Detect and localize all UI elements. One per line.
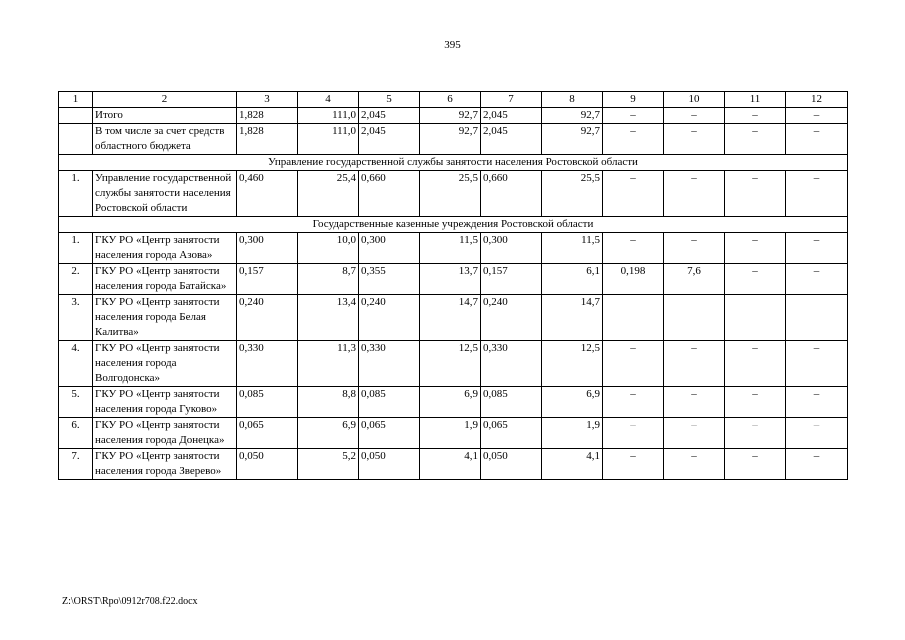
row-name: В том числе за счет средств областного бюджета xyxy=(93,124,237,155)
table-row xyxy=(59,108,848,124)
table-cell: 0,330 xyxy=(481,341,542,387)
column-header: 2 xyxy=(93,92,237,108)
row-number: 2. xyxy=(59,264,93,295)
table-cell: – xyxy=(725,418,786,449)
column-header: 4 xyxy=(298,92,359,108)
table-cell: 0,300 xyxy=(359,233,420,264)
table-cell: 8,8 xyxy=(298,387,359,418)
table-cell: 0,240 xyxy=(481,295,542,341)
table-cell: 0,085 xyxy=(237,387,298,418)
row-number xyxy=(59,108,93,124)
row-number: 1. xyxy=(59,233,93,264)
table-cell: 6,9 xyxy=(420,387,481,418)
table-cell: 2,045 xyxy=(481,124,542,155)
table-row xyxy=(59,233,848,264)
table-cell: – xyxy=(603,171,664,217)
table-cell: 25,5 xyxy=(420,171,481,217)
table-cell: 12,5 xyxy=(420,341,481,387)
table-cell: – xyxy=(786,171,848,217)
table-cell: 10,0 xyxy=(298,233,359,264)
table-row xyxy=(59,295,848,341)
table-cell: – xyxy=(664,418,725,449)
table-cell: 0,050 xyxy=(481,449,542,480)
table-cell: 11,5 xyxy=(420,233,481,264)
table-cell: – xyxy=(786,264,848,295)
table-cell: – xyxy=(603,124,664,155)
table-cell: 0,330 xyxy=(237,341,298,387)
table-cell: – xyxy=(603,108,664,124)
table-cell: 92,7 xyxy=(542,124,603,155)
table-row xyxy=(59,341,848,387)
table-cell: 4,1 xyxy=(420,449,481,480)
section-title: Государственные казенные учреждения Ростовской области xyxy=(59,217,848,233)
table-cell: 111,0 xyxy=(298,108,359,124)
table-cell: 0,065 xyxy=(359,418,420,449)
table-cell: 1,9 xyxy=(420,418,481,449)
table-cell: 1,828 xyxy=(237,124,298,155)
page-number: 395 xyxy=(444,39,461,51)
column-header: 11 xyxy=(725,92,786,108)
column-header: 1 xyxy=(59,92,93,108)
table-cell: – xyxy=(603,387,664,418)
table-row xyxy=(59,387,848,418)
table-cell: – xyxy=(725,264,786,295)
row-number xyxy=(59,124,93,155)
table-cell: 25,4 xyxy=(298,171,359,217)
table-cell: 0,157 xyxy=(237,264,298,295)
row-number: 4. xyxy=(59,341,93,387)
header-row xyxy=(59,92,848,108)
table-cell: – xyxy=(664,108,725,124)
table-cell: 4,1 xyxy=(542,449,603,480)
row-number: 7. xyxy=(59,449,93,480)
table-cell: 0,050 xyxy=(359,449,420,480)
row-name: ГКУ РО «Центр занятости населения города Гуково» xyxy=(93,387,237,418)
column-header: 5 xyxy=(359,92,420,108)
table-cell: 1,828 xyxy=(237,108,298,124)
table-cell: 14,7 xyxy=(420,295,481,341)
table-cell: – xyxy=(725,108,786,124)
row-number: 6. xyxy=(59,418,93,449)
table-cell: 0,065 xyxy=(481,418,542,449)
row-name: ГКУ РО «Центр занятости населения города Донецка» xyxy=(93,418,237,449)
section-title: Управление государственной службы занятости населения Ростовской области xyxy=(59,155,848,171)
table-row xyxy=(59,171,848,217)
table-cell: 5,2 xyxy=(298,449,359,480)
table-cell: – xyxy=(664,387,725,418)
table-cell xyxy=(786,295,848,341)
row-name: ГКУ РО «Центр занятости населения города Батайска» xyxy=(93,264,237,295)
table-cell: 6,1 xyxy=(542,264,603,295)
table-cell: 11,5 xyxy=(542,233,603,264)
table-cell: 0,157 xyxy=(481,264,542,295)
table-row xyxy=(59,418,848,449)
table-cell: – xyxy=(603,233,664,264)
table-cell: – xyxy=(725,449,786,480)
table-cell: 7,6 xyxy=(664,264,725,295)
table-cell: 0,050 xyxy=(237,449,298,480)
table-cell: 6,9 xyxy=(298,418,359,449)
row-name: ГКУ РО «Центр занятости населения города Азова» xyxy=(93,233,237,264)
table-cell: 2,045 xyxy=(359,108,420,124)
table-cell: – xyxy=(786,387,848,418)
table-cell: 0,085 xyxy=(359,387,420,418)
table-cell: – xyxy=(786,108,848,124)
row-name: ГКУ РО «Центр занятости населения города Волгодонска» xyxy=(93,341,237,387)
table-cell: 0,355 xyxy=(359,264,420,295)
table-cell: 0,660 xyxy=(359,171,420,217)
table-cell: – xyxy=(725,171,786,217)
table-cell xyxy=(725,295,786,341)
table-cell: 2,045 xyxy=(481,108,542,124)
table-cell: – xyxy=(725,387,786,418)
table-cell: 0,660 xyxy=(481,171,542,217)
table-cell: 92,7 xyxy=(420,108,481,124)
table-cell: – xyxy=(664,171,725,217)
data-table xyxy=(58,91,848,480)
table-cell: 0,330 xyxy=(359,341,420,387)
table-cell: 0,065 xyxy=(237,418,298,449)
column-header: 6 xyxy=(420,92,481,108)
table-row xyxy=(59,264,848,295)
row-name: ГКУ РО «Центр занятости населения города Белая Калитва» xyxy=(93,295,237,341)
table-cell: – xyxy=(664,341,725,387)
column-header: 8 xyxy=(542,92,603,108)
table-cell xyxy=(664,295,725,341)
table-cell: – xyxy=(786,418,848,449)
table-cell: – xyxy=(664,233,725,264)
table-cell: 11,3 xyxy=(298,341,359,387)
table-cell: – xyxy=(725,341,786,387)
table-cell: – xyxy=(725,124,786,155)
table-cell: 14,7 xyxy=(542,295,603,341)
table-cell: 0,198 xyxy=(603,264,664,295)
column-header: 9 xyxy=(603,92,664,108)
table-cell: 13,4 xyxy=(298,295,359,341)
table-cell: 0,460 xyxy=(237,171,298,217)
column-header: 3 xyxy=(237,92,298,108)
column-header: 12 xyxy=(786,92,848,108)
table-cell: – xyxy=(786,449,848,480)
table-cell xyxy=(603,295,664,341)
table-cell: – xyxy=(786,124,848,155)
table-cell: – xyxy=(725,233,786,264)
row-name: ГКУ РО «Центр занятости населения города Зверево» xyxy=(93,449,237,480)
section-row xyxy=(59,217,848,233)
row-number: 3. xyxy=(59,295,93,341)
table-cell: 0,300 xyxy=(481,233,542,264)
table-cell: 111,0 xyxy=(298,124,359,155)
table-cell: 0,240 xyxy=(237,295,298,341)
table-cell: 0,300 xyxy=(237,233,298,264)
table-cell: 92,7 xyxy=(420,124,481,155)
table-cell: 92,7 xyxy=(542,108,603,124)
table-row xyxy=(59,449,848,480)
section-row xyxy=(59,155,848,171)
row-name: Управление государственной службы занятости населения Ростовской области xyxy=(93,171,237,217)
table-cell: – xyxy=(603,341,664,387)
table-cell: – xyxy=(603,449,664,480)
table-cell: 25,5 xyxy=(542,171,603,217)
table-cell: 6,9 xyxy=(542,387,603,418)
table-cell: 0,240 xyxy=(359,295,420,341)
table-cell: 2,045 xyxy=(359,124,420,155)
table-cell: – xyxy=(664,124,725,155)
table-cell: 8,7 xyxy=(298,264,359,295)
row-name: Итого xyxy=(93,108,237,124)
table-cell: 12,5 xyxy=(542,341,603,387)
table-row xyxy=(59,124,848,155)
table-cell: 1,9 xyxy=(542,418,603,449)
row-number: 5. xyxy=(59,387,93,418)
file-path-footer: Z:\ORST\Rpo\0912r708.f22.docx xyxy=(62,596,198,607)
column-header: 7 xyxy=(481,92,542,108)
column-header: 10 xyxy=(664,92,725,108)
table-cell: 13,7 xyxy=(420,264,481,295)
table-cell: – xyxy=(786,233,848,264)
table-cell: – xyxy=(786,341,848,387)
table-cell: 0,085 xyxy=(481,387,542,418)
table-cell: – xyxy=(603,418,664,449)
table-cell: – xyxy=(664,449,725,480)
row-number: 1. xyxy=(59,171,93,217)
